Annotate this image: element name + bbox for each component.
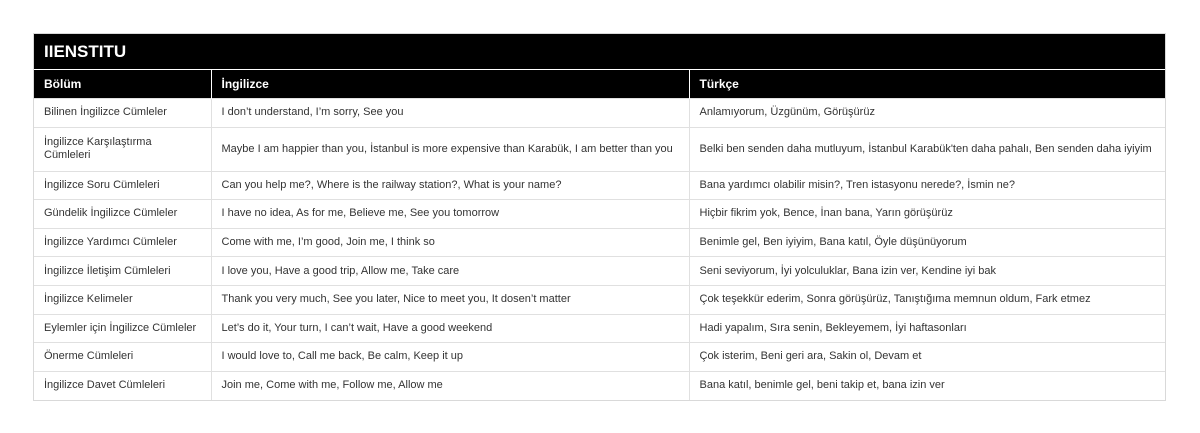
cell-english: Come with me, I’m good, Join me, I think so <box>211 228 689 257</box>
data-table <box>34 69 1165 400</box>
cell-turkish: Bana katıl, benimle gel, beni takip et, bana izin ver <box>689 371 1165 400</box>
cell-english: Maybe I am happier than you, İstanbul is more expensive than Karabük, I am better than you <box>211 127 689 171</box>
cell-turkish: Çok teşekkür ederim, Sonra görüşürüz, Tanıştığıma memnun oldum, Fark etmez <box>689 285 1165 314</box>
cell-english: I would love to, Call me back, Be calm, Keep it up <box>211 343 689 372</box>
cell-english: I don’t understand, I’m sorry, See you <box>211 99 689 128</box>
table-row <box>34 314 1165 343</box>
cell-english: Let’s do it, Your turn, I can’t wait, Have a good weekend <box>211 314 689 343</box>
cell-turkish: Hadi yapalım, Sıra senin, Bekleyemem, İyi haftasonları <box>689 314 1165 343</box>
cell-turkish: Çok isterim, Beni geri ara, Sakin ol, Devam et <box>689 343 1165 372</box>
phrase-table <box>33 33 1166 401</box>
cell-english: I love you, Have a good trip, Allow me, Take care <box>211 257 689 286</box>
table-row <box>34 285 1165 314</box>
table-row <box>34 200 1165 229</box>
table-row <box>34 228 1165 257</box>
cell-section: İngilizce Karşılaştırma Cümleleri <box>34 127 211 171</box>
table-row <box>34 171 1165 200</box>
column-header-bolum: Bölüm <box>34 70 211 99</box>
cell-english: I have no idea, As for me, Believe me, See you tomorrow <box>211 200 689 229</box>
table-row <box>34 257 1165 286</box>
cell-turkish: Seni seviyorum, İyi yolculuklar, Bana izin ver, Kendine iyi bak <box>689 257 1165 286</box>
cell-turkish: Anlamıyorum, Üzgünüm, Görüşürüz <box>689 99 1165 128</box>
cell-section: Önerme Cümleleri <box>34 343 211 372</box>
cell-english: Join me, Come with me, Follow me, Allow me <box>211 371 689 400</box>
cell-english: Thank you very much, See you later, Nice to meet you, It dosen’t matter <box>211 285 689 314</box>
column-header-ingilizce: İngilizce <box>211 70 689 99</box>
header-row <box>34 70 1165 99</box>
table-row <box>34 99 1165 128</box>
cell-turkish: Hiçbir fikrim yok, Bence, İnan bana, Yarın görüşürüz <box>689 200 1165 229</box>
cell-section: İngilizce Yardımcı Cümleler <box>34 228 211 257</box>
cell-turkish: Benimle gel, Ben iyiyim, Bana katıl, Öyle düşünüyorum <box>689 228 1165 257</box>
cell-section: İngilizce Davet Cümleleri <box>34 371 211 400</box>
cell-section: Eylemler için İngilizce Cümleler <box>34 314 211 343</box>
table-row <box>34 127 1165 171</box>
cell-section: İngilizce Kelimeler <box>34 285 211 314</box>
table-title: IIENSTITU <box>34 34 1165 69</box>
table-row <box>34 371 1165 400</box>
cell-english: Can you help me?, Where is the railway station?, What is your name? <box>211 171 689 200</box>
cell-turkish: Belki ben senden daha mutluyum, İstanbul Karabük'ten daha pahalı, Ben senden daha iyiyim <box>689 127 1165 171</box>
cell-section: Gündelik İngilizce Cümleler <box>34 200 211 229</box>
cell-section: İngilizce İletişim Cümleleri <box>34 257 211 286</box>
table-row <box>34 343 1165 372</box>
cell-turkish: Bana yardımcı olabilir misin?, Tren istasyonu nerede?, İsmin ne? <box>689 171 1165 200</box>
cell-section: İngilizce Soru Cümleleri <box>34 171 211 200</box>
cell-section: Bilinen İngilizce Cümleler <box>34 99 211 128</box>
column-header-turkce: Türkçe <box>689 70 1165 99</box>
